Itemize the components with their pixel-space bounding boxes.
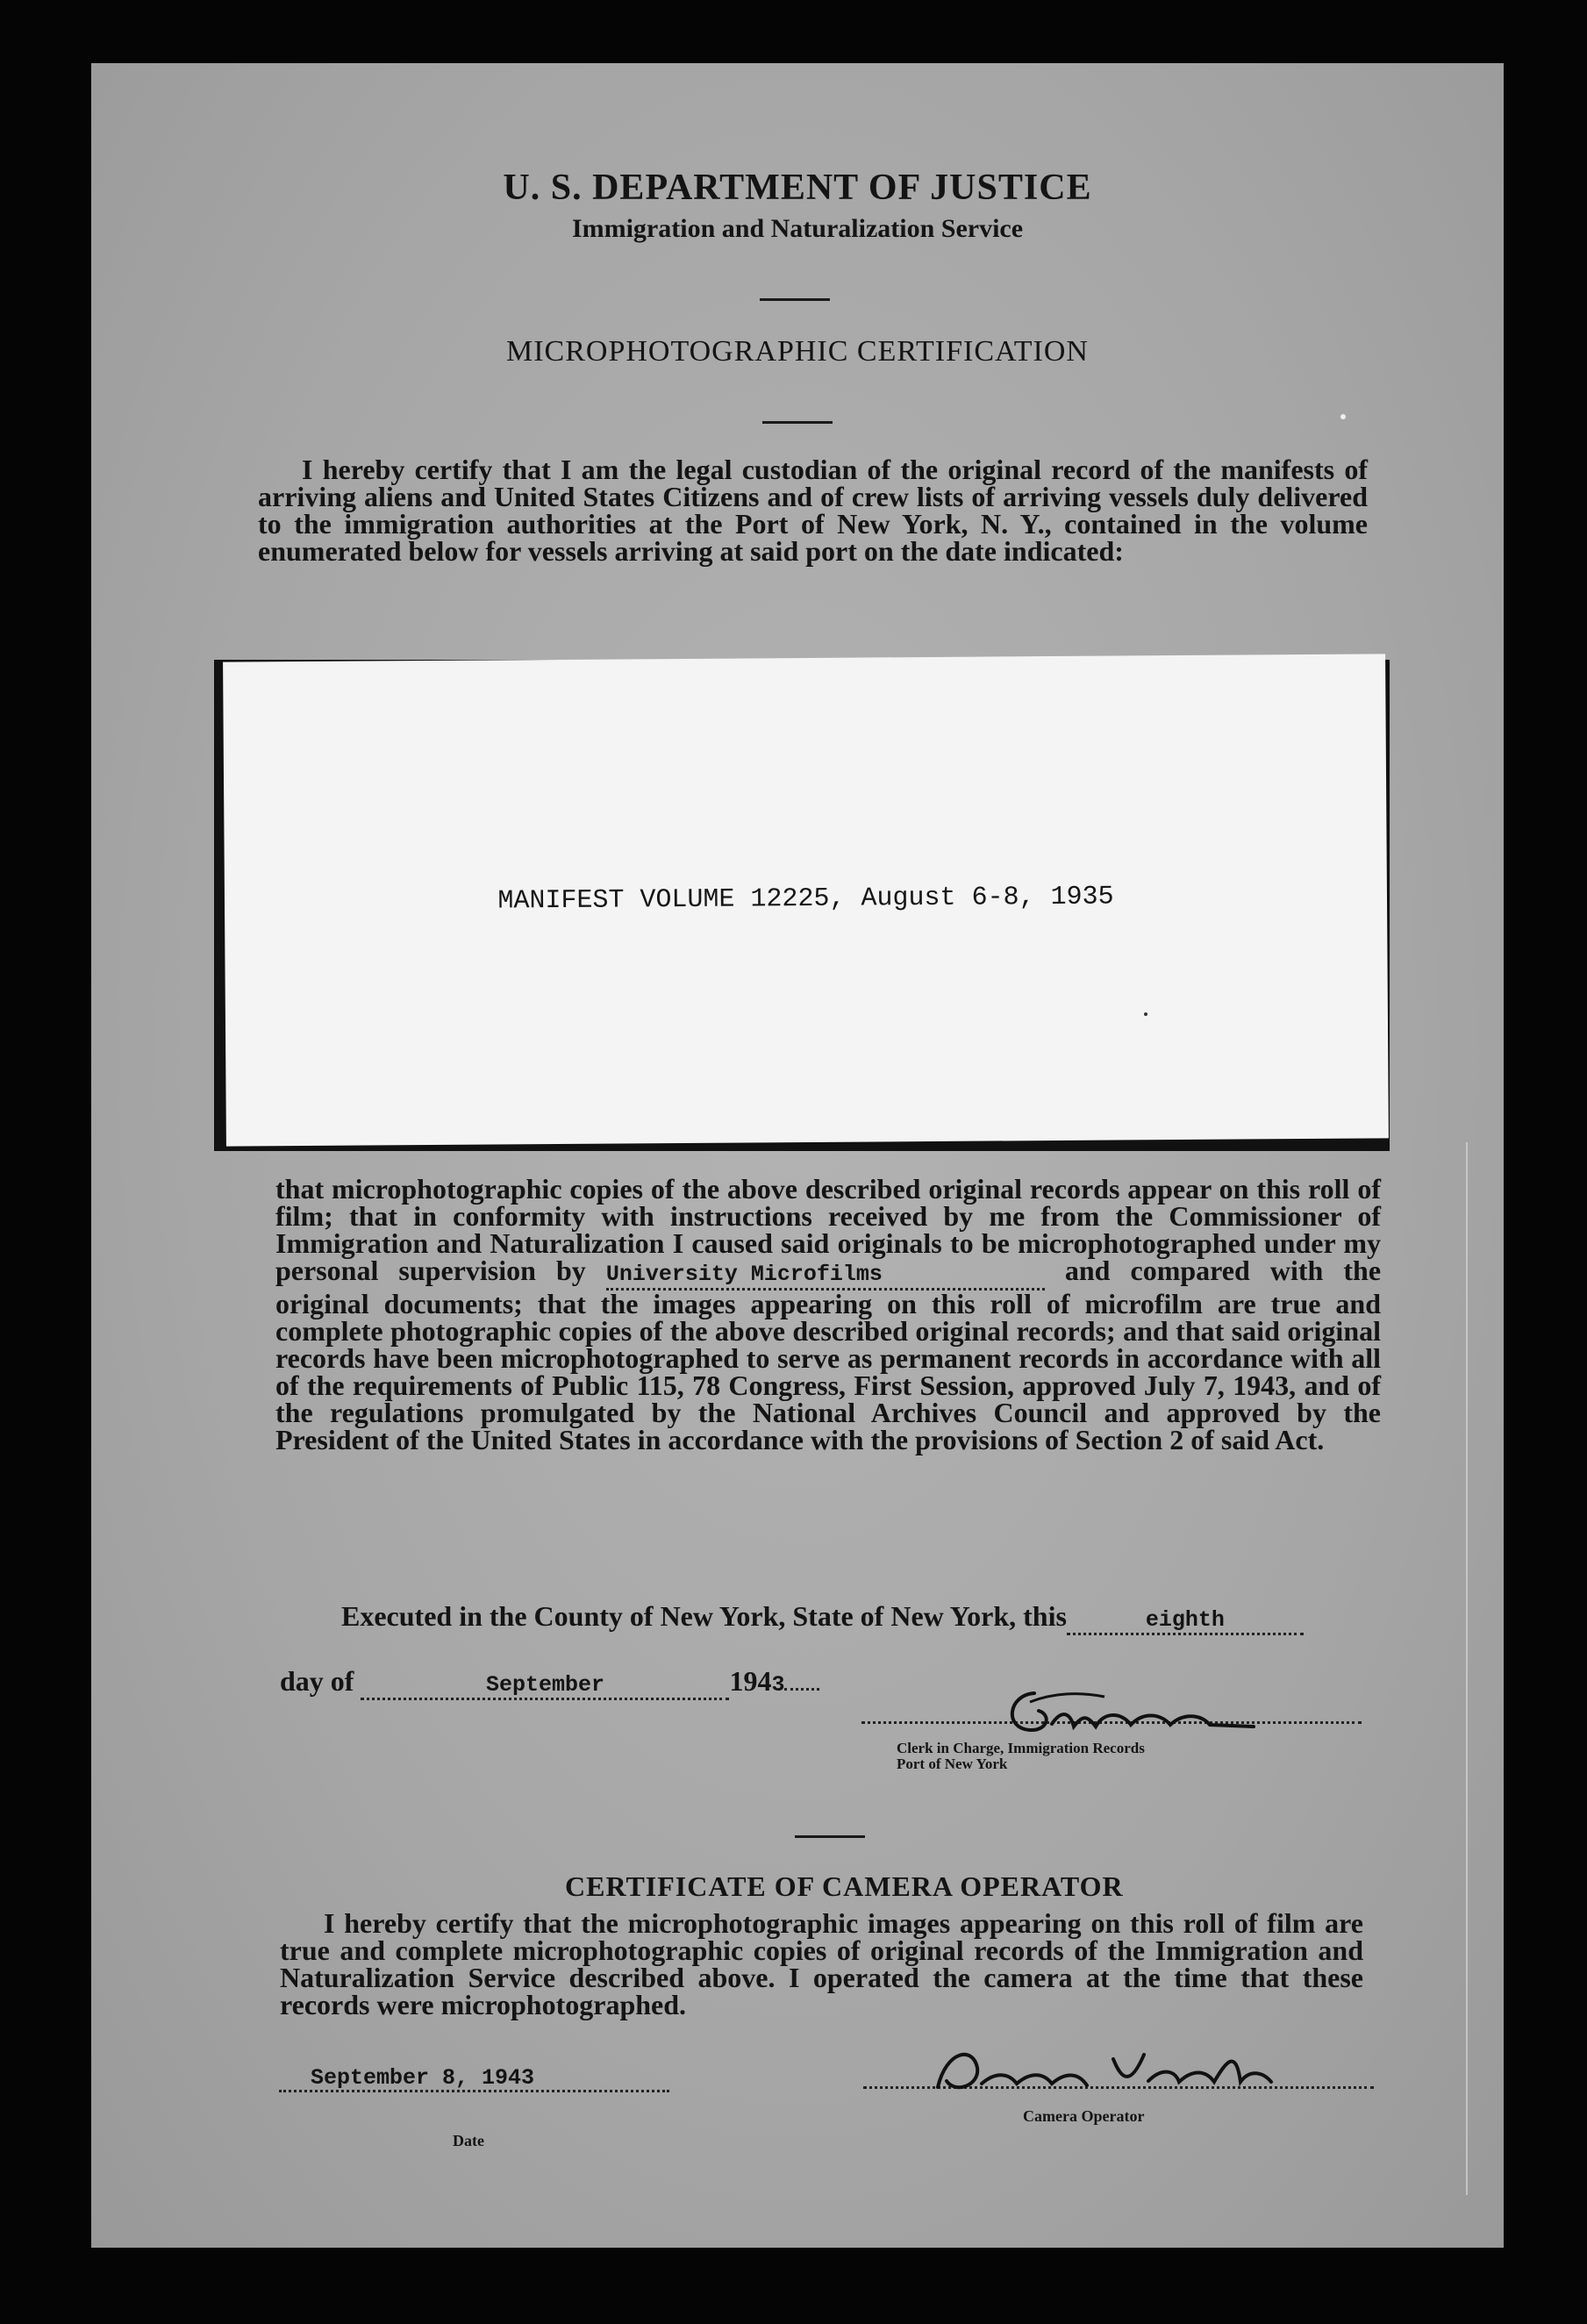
year-dots (784, 1688, 819, 1691)
intro-paragraph: I hereby certify that I am the legal custodian of the original record of the manifests of arriving aliens and United States Citizens and of crew lists of arriving vessels duly delivered to the immigration authorities at the Port of New York, N. Y., contained in the volume enumerated below for vessels arriving at said port on the date indicated: (258, 454, 1368, 567)
supervisor-field: University Microfilms (606, 1261, 1045, 1291)
date-value: September 8, 1943 (311, 2065, 535, 2091)
page-fold (1466, 1142, 1468, 2195)
day-of-prefix: day of (280, 1665, 354, 1697)
executed-prefix: Executed in the County of New York, State of New York, this (341, 1600, 1067, 1632)
service-subtitle: Immigration and Naturalization Service (571, 214, 1024, 243)
certificate-page (91, 63, 1504, 2248)
year-prefix: 194 (729, 1665, 772, 1697)
camera-operator-label: Camera Operator (1023, 2107, 1145, 2125)
certification-body (275, 1173, 1382, 1455)
body-text-part1: that microphotographic copies of the above described original records appear on this roll of film; that in conformity with instructions received by me from the Commissioner of Immigration and Naturalization I caused said originals to be microphotographed under my personal supervision by (275, 1173, 1381, 1286)
day-of-line (280, 1665, 819, 1700)
department-title: U. S. DEPARTMENT OF JUSTICE (503, 168, 1092, 208)
clerk-title (897, 1741, 1145, 1772)
camera-operator-statement: I hereby certify that the microphotographic images appearing on this roll of film are true and complete microphotographic copies of original records of the Immigration and Naturalization Service described above. I operated the camera at the time that these records were microphotographed. (280, 1907, 1363, 2020)
film-speck (1144, 1012, 1147, 1016)
certification-title: MICROPHOTOGRAPHIC CERTIFICATION (505, 335, 1089, 368)
clerk-title-line2: Port of New York (897, 1756, 1008, 1772)
date-label: Date (453, 2132, 484, 2149)
year-digit: 3 (771, 1672, 785, 1698)
body-text-part2: and compared with the original documents; that the images appearing on this roll of microfilm are true and complete photographic copies of the above described original records; and that said original records have been microphotographed to serve as permanent records in accordance with all of the requirements of Public 115, 78 Congress, First Session, approved July 7, 1943, and of the regulations promulgated by the National Archives Council and approved by the President of the United States in accordance with the provisions of Section 2 of said Act. (275, 1255, 1382, 1455)
film-speck (1340, 414, 1346, 419)
executed-day-field: eighth (1067, 1607, 1304, 1635)
clerk-title-line1: Clerk in Charge, Immigration Records (897, 1740, 1145, 1756)
divider (760, 298, 830, 301)
month-field: September (361, 1672, 729, 1700)
clerk-signature (999, 1676, 1262, 1746)
manifest-volume-label: MANIFEST VOLUME 12225, August 6-8, 1935 (497, 882, 1114, 917)
divider (762, 421, 833, 424)
volume-insert-card (223, 654, 1389, 1146)
executed-line (341, 1600, 1304, 1635)
operator-signature (911, 2033, 1280, 2103)
divider (795, 1835, 865, 1838)
camera-operator-title: CERTIFICATE OF CAMERA OPERATOR (565, 1870, 1124, 1902)
